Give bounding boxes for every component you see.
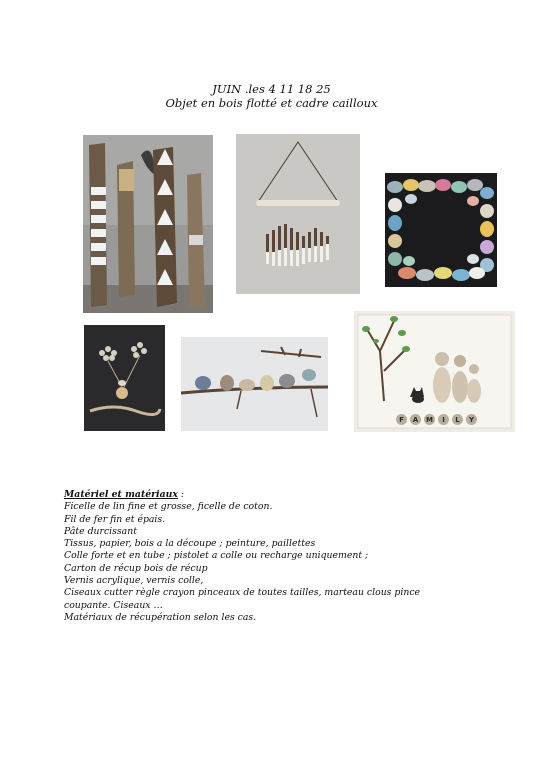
photo-pebble-frame (385, 173, 497, 287)
photo-pebble-flower (84, 325, 165, 431)
materials-item: Matériaux de récupération selon les cas. (64, 611, 257, 623)
materials-item: Ficelle de lin fine et grosse, ficelle de coton. (64, 501, 273, 513)
photo-pebble-birds-branch (181, 337, 328, 431)
materials-heading-colon: : (177, 489, 185, 500)
family-letter: A (410, 414, 421, 425)
materials-heading: Matériel et matériaux (64, 489, 178, 500)
materials-section (64, 489, 484, 624)
photo-driftwood-wall-hanging (236, 134, 360, 294)
page-subtitle: Objet en bois flotté et cadre cailloux (165, 96, 378, 110)
photo-painted-driftwood (83, 135, 213, 313)
family-letter-row (396, 414, 477, 425)
photo-pebble-family (354, 311, 515, 432)
family-letter: Y (466, 414, 477, 425)
materials-item: Pâte durcissant (64, 525, 137, 537)
family-letter: I (438, 414, 449, 425)
materials-item: Carton de récup bois de récup (64, 562, 208, 574)
page-title-date: JUIN .les 4 11 18 25 (212, 82, 331, 96)
materials-item: coupante. Ciseaux … (64, 599, 163, 611)
materials-item: Tissus, papier, bois a la découpe ; peinture, paillettes (64, 538, 316, 550)
materials-item: Ciseaux cutter règle crayon pinceaux de toutes tailles, marteau clous pince (64, 587, 421, 599)
materials-item: Vernis acrylique, vernis colle, (64, 575, 204, 587)
family-letter: M (424, 414, 435, 425)
materials-heading-line (64, 489, 484, 501)
family-letter: L (452, 414, 463, 425)
materials-item: Colle forte et en tube ; pistolet a colle ou recharge uniquement ; (64, 550, 369, 562)
family-letter: F (396, 414, 407, 425)
materials-item: Fil de fer fin et épais. (64, 513, 166, 525)
